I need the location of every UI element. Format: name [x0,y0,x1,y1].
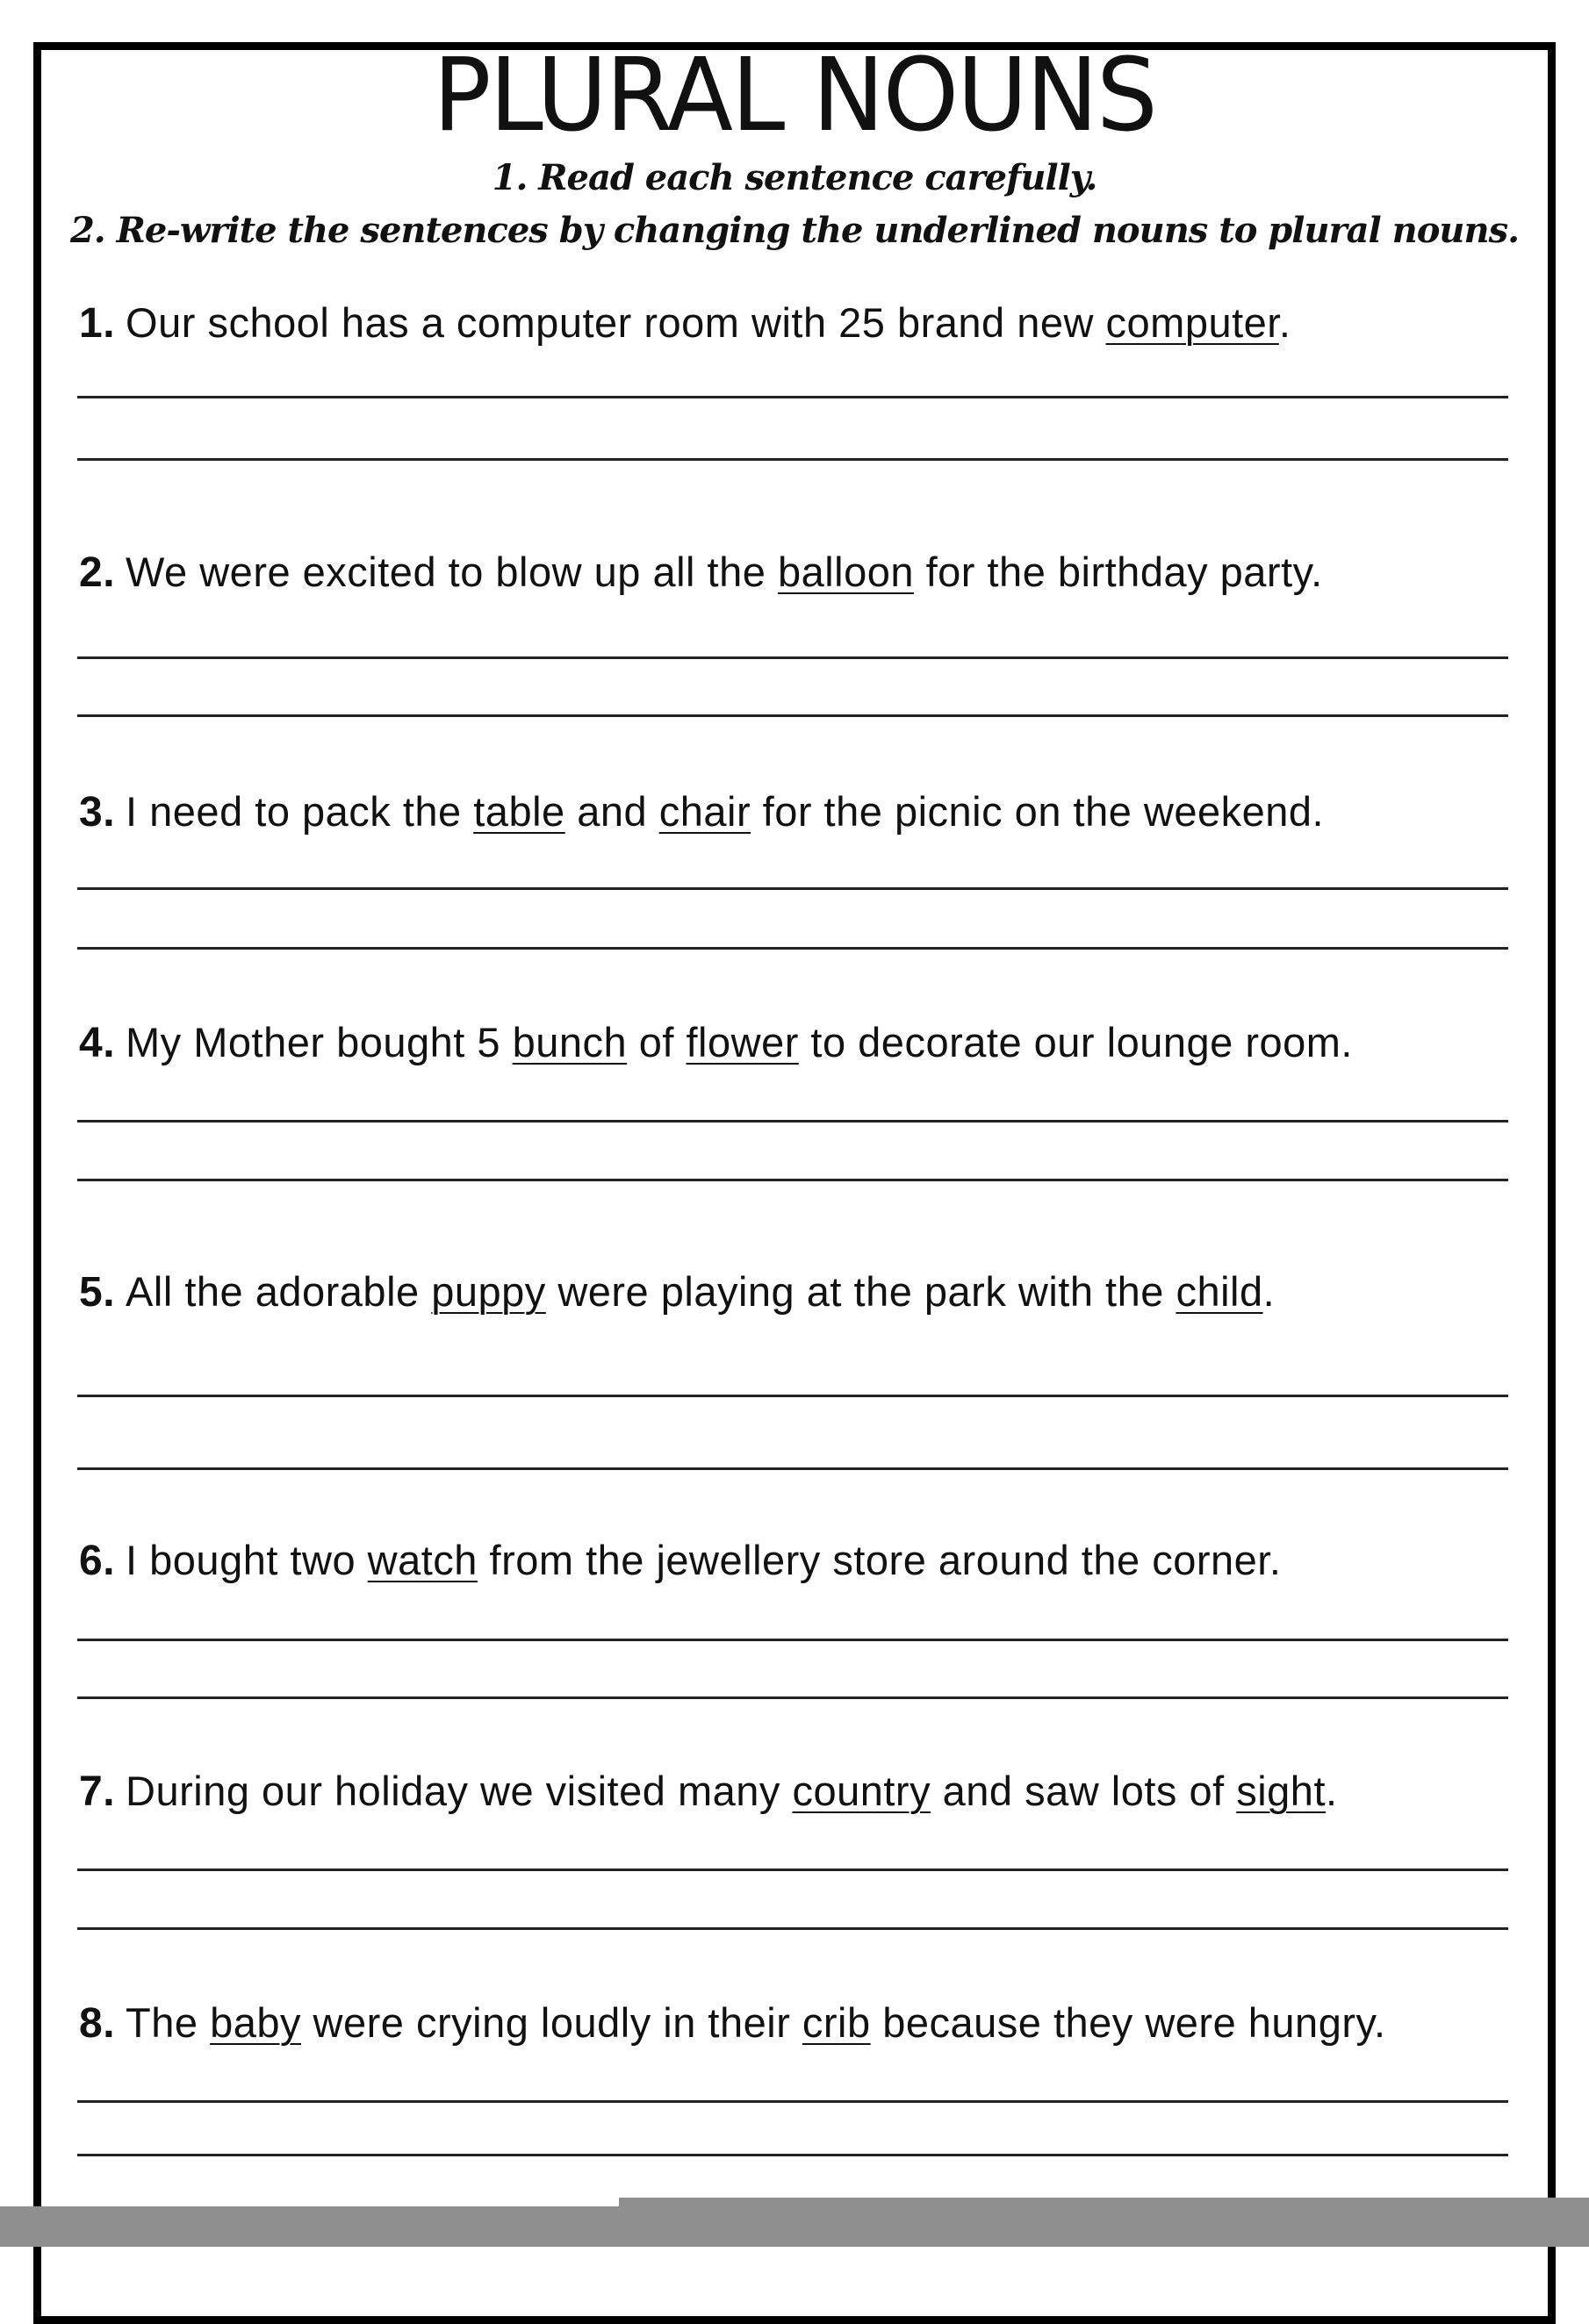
sentence-text: . [1278,299,1291,346]
answer-line[interactable] [77,1467,1508,1470]
sentence-text: from the jewellery store around the corner. [477,1537,1282,1583]
answer-line[interactable] [77,656,1508,659]
underlined-noun: puppy [431,1268,546,1315]
worksheet-title: PLURAL NOUNS [433,35,1156,154]
underlined-noun: computer [1105,299,1279,346]
sentence-text: because they were hungry. [870,1999,1386,2046]
question-4 [79,1016,1519,1070]
sentence-text: were crying loudly in their [301,1999,802,2046]
answer-line[interactable] [77,458,1508,461]
sentence-text: of [627,1019,687,1065]
question-2 [79,546,1519,599]
underlined-noun: flower [686,1019,799,1065]
answer-line[interactable] [77,2100,1508,2103]
question-number: 3. [79,789,116,836]
underlined-noun: child [1176,1268,1263,1315]
question-3 [79,785,1519,839]
answer-line[interactable] [77,396,1508,398]
instruction-2: 2. Re-write the sentences by changing the underlined nouns to plural nouns. [69,210,1520,251]
sentence-text: for the birthday party. [914,549,1323,595]
instruction-1: 1. Read each sentence carefully. [492,157,1097,198]
bottom-bar [619,2198,1589,2247]
sentence-text: for the picnic on the weekend. [751,788,1325,835]
page-border [33,42,1556,2324]
question-6 [79,1534,1519,1588]
sentence-text: I bought two [126,1537,368,1583]
question-7 [79,1765,1519,1818]
underlined-noun: bunch [512,1019,628,1065]
answer-line[interactable] [77,1639,1508,1641]
bottom-bar [0,2206,619,2247]
question-8 [79,1997,1519,2050]
answer-line[interactable] [77,1120,1508,1123]
sentence-text: I need to pack the [126,788,474,835]
underlined-noun: balloon [777,549,915,595]
sentence-text: All the adorable [126,1268,432,1315]
question-number: 7. [79,1768,116,1815]
question-number: 2. [79,549,116,596]
underlined-noun: crib [802,1999,871,2046]
sentence-text: were playing at the park with the [545,1268,1176,1315]
question-number: 5. [79,1269,116,1316]
sentence-text: and [564,788,659,835]
answer-line[interactable] [77,1927,1508,1930]
answer-line[interactable] [77,1179,1508,1181]
sentence-text: . [1326,1768,1338,1814]
answer-line[interactable] [77,1696,1508,1699]
underlined-noun: baby [210,1999,301,2046]
sentence-text: Our school has a computer room with 25 brand new [126,299,1106,346]
sentence-text: . [1262,1268,1276,1315]
question-1 [79,297,1519,350]
answer-line[interactable] [77,887,1508,890]
answer-line[interactable] [77,1395,1508,1397]
sentence-text: and saw lots of [931,1768,1237,1814]
sentence-text: The [126,1999,211,2046]
sentence-text: My Mother bought 5 [126,1019,513,1065]
underlined-noun: sight [1236,1768,1326,1814]
underlined-noun: table [473,788,565,835]
question-number: 8. [79,2000,116,2047]
underlined-noun: chair [658,788,751,835]
question-number: 4. [79,1020,116,1066]
answer-line[interactable] [77,1869,1508,1871]
answer-line[interactable] [77,714,1508,717]
underlined-noun: country [792,1768,931,1814]
question-number: 6. [79,1538,116,1584]
answer-line[interactable] [77,947,1508,950]
question-5 [79,1266,1519,1319]
underlined-noun: watch [367,1537,478,1583]
sentence-text: During our holiday we visited many [126,1768,793,1814]
question-number: 1. [79,300,116,347]
sentence-text: We were excited to blow up all the [126,549,778,595]
sentence-text: to decorate our lounge room. [798,1019,1353,1065]
answer-line[interactable] [77,2154,1508,2156]
